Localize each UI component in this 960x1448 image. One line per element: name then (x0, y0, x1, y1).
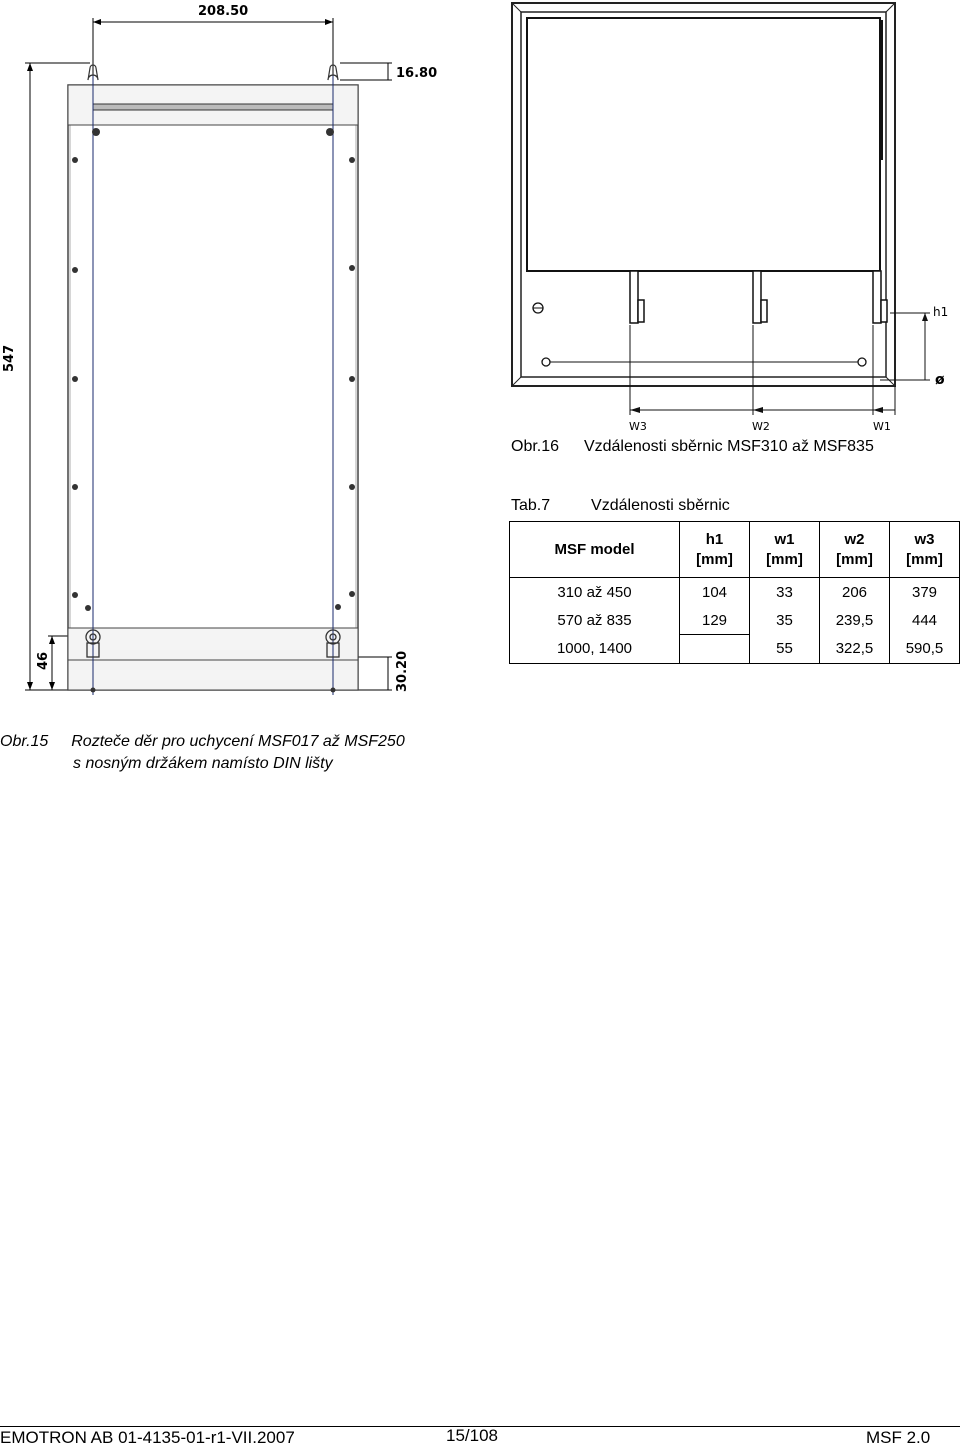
dim-height-label: 547 (2, 344, 17, 372)
cell-w1: 35 (750, 606, 820, 635)
cell-w2: 206 (820, 578, 890, 607)
cell-w2: 322,5 (820, 635, 890, 664)
figure-16-label: Obr.16 (511, 438, 560, 455)
table-header-row (510, 522, 960, 578)
label-w3: W3 (629, 420, 647, 433)
header-w2: w2 [mm] (820, 522, 890, 578)
label-w1: W1 (873, 420, 891, 433)
cell-h1: 129 (680, 606, 750, 635)
figure-15-label: Obr.15 (0, 733, 49, 750)
busbar-distance-table (509, 521, 960, 664)
cell-model: 1000, 1400 (510, 635, 680, 664)
cell-w3: 379 (890, 578, 960, 607)
figure-16-text: Vzdálenosti sběrnic MSF310 až MSF835 (583, 438, 874, 455)
cell-h1: 104 (680, 578, 750, 607)
table-7-caption (511, 497, 951, 515)
label-w2: W2 (752, 420, 770, 433)
figure-15-text: Rozteče děr pro uchycení MSF017 až MSF250 (71, 733, 405, 750)
figure-15-caption (0, 733, 460, 751)
dim-width-label: 208.50 (198, 4, 249, 19)
footer-page-number: 15/108 (446, 1426, 498, 1445)
header-w1: w1 [mm] (750, 522, 820, 578)
table-7-label: Tab.7 (511, 497, 551, 514)
table-row (510, 578, 960, 607)
cell-h1 (680, 635, 750, 664)
cell-w1: 33 (750, 578, 820, 607)
busbar-drawing (505, 0, 960, 440)
mounting-bracket-drawing (0, 0, 450, 710)
cell-w2: 239,5 (820, 606, 890, 635)
footer-document-id: EMOTRON AB 01-4135-01-r1-VII.2007 (0, 1428, 295, 1447)
dim-bottom-left-label: 46 (36, 651, 51, 670)
cell-w3: 590,5 (890, 635, 960, 664)
cell-w3: 444 (890, 606, 960, 635)
label-h1: h1 (933, 305, 949, 319)
table-row (510, 606, 960, 635)
table-row (510, 635, 960, 664)
header-w3: w3 [mm] (890, 522, 960, 578)
dim-top-offset-label: 16.80 (396, 66, 438, 81)
header-msf-model: MSF model (510, 522, 680, 578)
label-diameter: ø (935, 372, 945, 388)
footer-product: MSF 2.0 (866, 1428, 931, 1447)
header-h1: h1 [mm] (680, 522, 750, 578)
figure-15-caption-line2: s nosným držákem namísto DIN lišty (73, 755, 333, 772)
cell-model: 310 až 450 (510, 578, 680, 607)
cell-model: 570 až 835 (510, 606, 680, 635)
cell-w1: 55 (750, 635, 820, 664)
dim-bottom-right-label: 30.20 (395, 650, 410, 692)
table-7-title: Vzdálenosti sběrnic (591, 497, 730, 514)
figure-16-caption (511, 438, 951, 456)
